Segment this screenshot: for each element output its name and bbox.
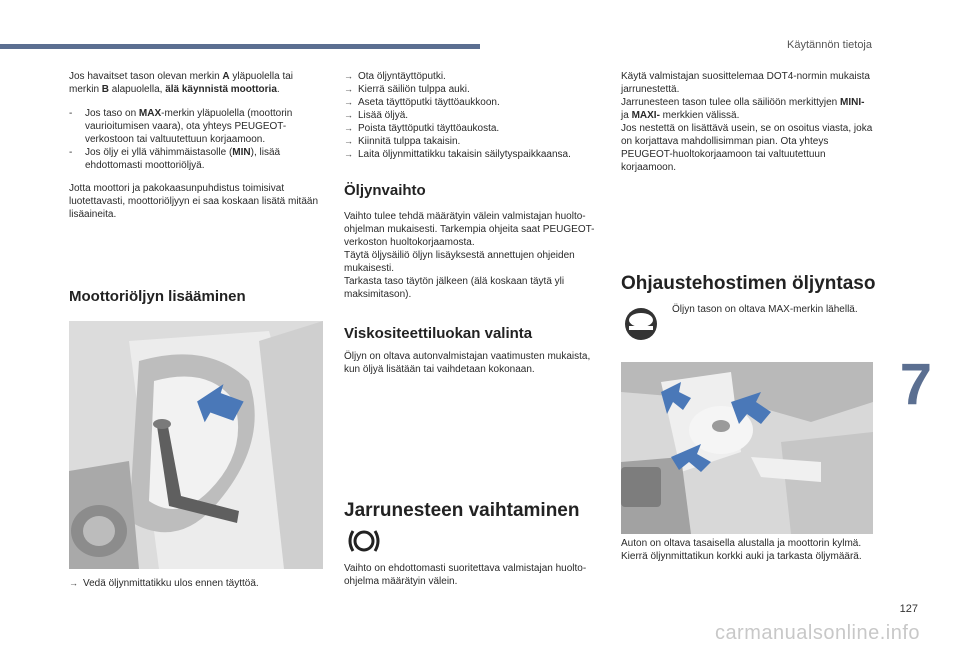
list-item: - Jos taso on MAX-merkin yläpuolella (moottorin vaurioitumisen vaara), ota yhteys PEUGEOT-verkostoon tai valtuutettuun korjaamoon.: [69, 107, 324, 146]
chapter-number: 7: [899, 352, 932, 417]
steering-wheel-icon: [621, 306, 661, 347]
column-2: [344, 70, 602, 175]
heading-viscosity: Viskositeettiluokan valinta: [344, 325, 533, 342]
additive-paragraph: Jotta moottori ja pakokaasunpuhdistus toimisivat luotettavasti, moottoriöljyyn ei saa koskaan lisätä mitään lisäaineita.: [69, 183, 319, 220]
level-warning-paragraph: Jos havaitset tason olevan merkin A yläpuolella tai merkin B alapuolella, älä käynnistä moottoria.: [69, 71, 294, 95]
engine-oil-filler-photo: [69, 321, 323, 569]
section-title: Käytännön tietoja: [786, 39, 872, 51]
oil-change-text: Vaihto tulee tehdä määrätyin välein valmistajan huolto-ohjelman mukaisesti. Tarkempia ohjeita saat PEUGEOT-verkoston huoltokorjaamosta. Täytä öljysäiliö öljyn lisäyksestä annettujen ohjeiden mukaisesti. Tarkasta taso täytön jälkeen (älä koskaan täytä yli maksimitason).: [344, 211, 595, 300]
heading-oil-change: Öljynvaihto: [344, 182, 426, 199]
oil-filler-illustration: [69, 321, 323, 569]
oil-adding-steps: [344, 70, 602, 161]
brake-warning-icon: [344, 523, 384, 564]
header-accent-bar: [0, 44, 480, 49]
watermark: carmanualsonline.info: [714, 622, 920, 644]
steering-caption: Auton on oltava tasaisella alustalla ja moottorin kylmä. Kierrä öljynmittatikun korkki auki ja tarkasta öljymäärä.: [621, 538, 862, 562]
column-3: Käytä valmistajan suosittelemaa DOT4-normin mukaista jarrunestettä. Jarrunesteen tason tulee olla säiliöön merkittyjen MINI- ja MAXI- merkkien välissä. Jos nestettä on lisättävä usein, se on osoitus viasta, joka on korjattava mahdollisimman pian. Ota yhteys PEUGEOT-huoltokorjaamoon tai valtuutettuun korjaamoon.: [621, 71, 873, 173]
list-item: → Laita öljynmittatikku takaisin säilytyspaikkaansa.: [344, 148, 602, 161]
list-item: → Poista täyttöputki täyttöaukosta.: [344, 122, 602, 135]
list-item: → Aseta täyttöputki täyttöaukkoon.: [344, 96, 602, 109]
brake-text: Vaihto on ehdottomasti suoritettava valmistajan huolto-ohjelma määrätyin välein.: [344, 563, 587, 587]
page-number: 127: [899, 603, 918, 615]
list-item: → Lisää öljyä.: [344, 109, 602, 122]
heading-oil-adding: Moottoriöljyn lisääminen: [69, 288, 246, 305]
list-item: → Kierrä säiliön tulppa auki.: [344, 83, 602, 96]
list-item: → Kiinnitä tulppa takaisin.: [344, 135, 602, 148]
column-1: [69, 70, 324, 232]
list-item: - Jos öljy ei yllä vähimmäistasolle (MIN), lisää ehdottomasti moottoriöljyä.: [69, 146, 324, 172]
brake-level-paragraph: Jarrunesteen tason tulee olla säiliöön merkittyjen MINI- ja MAXI- merkkien välissä.: [621, 97, 865, 121]
list-item: → Ota öljyntäyttöputki.: [344, 70, 602, 83]
power-steering-photo: [621, 362, 873, 534]
photo-caption: → Vedä öljynmittatikku ulos ennen täyttöä.: [69, 577, 324, 590]
steering-text: Öljyn tason on oltava MAX-merkin lähellä.: [672, 304, 858, 315]
viscosity-text: Öljyn on oltava autonvalmistajan vaatimusten mukaista, kun öljyä lisätään tai vaihdetaan kokonaan.: [344, 351, 591, 375]
power-steering-illustration: [621, 362, 873, 534]
col1-caption-wrap: [69, 577, 324, 604]
heading-power-steering: Ohjaustehostimen öljyntaso: [621, 273, 876, 294]
heading-brake-fluid: Jarrunesteen vaihtaminen: [344, 500, 580, 521]
level-dash-list: [69, 107, 324, 172]
